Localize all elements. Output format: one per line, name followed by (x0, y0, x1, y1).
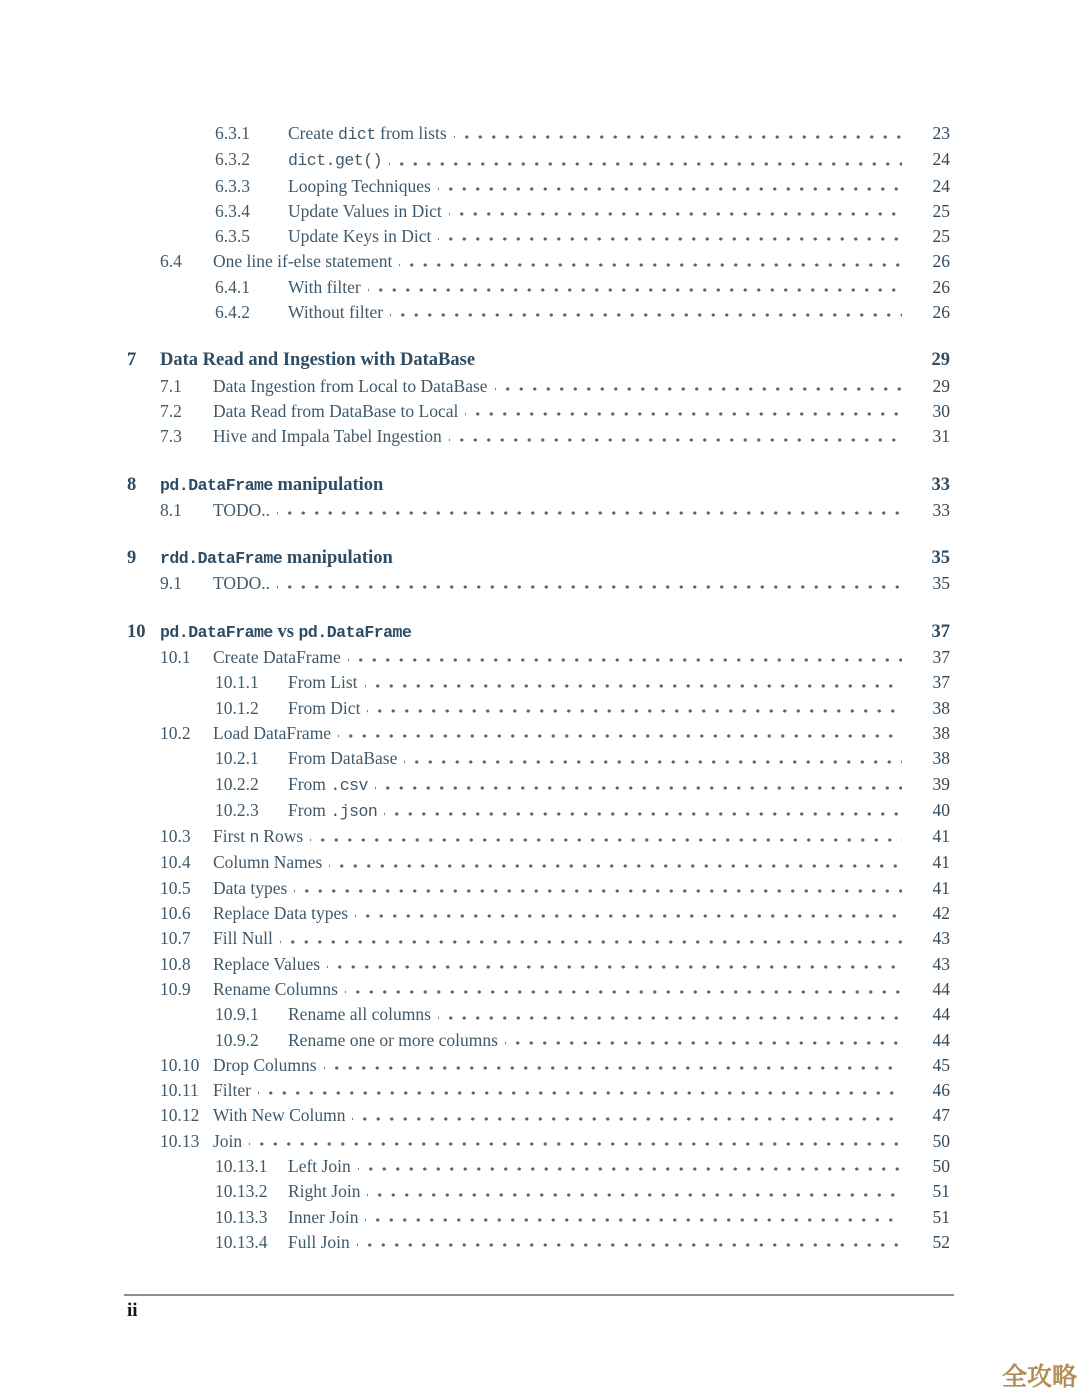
footer-divider (124, 1294, 954, 1296)
inline-code: rdd.DataFrame (160, 549, 283, 569)
inline-code: .json (330, 801, 378, 821)
toc-entry-title: Data Read and Ingestion with DataBase (160, 350, 476, 371)
toc-entry[interactable] (127, 399, 950, 424)
toc-entry-title: With New Column (213, 1105, 346, 1126)
toc-entry[interactable] (127, 798, 950, 824)
toc-entry-title: Without filter (288, 302, 384, 323)
toc-entry[interactable] (127, 424, 950, 449)
toc-entry[interactable] (127, 746, 950, 771)
toc-entry-title (288, 147, 382, 173)
toc-entry-page: 30 (932, 400, 950, 421)
toc-entry-title: Create DataFrame (213, 647, 341, 668)
dot-leader (277, 571, 902, 596)
toc-entry-page: 29 (932, 375, 950, 396)
toc-entry-title: Full Join (288, 1231, 350, 1252)
toc-entry-page: 46 (932, 1080, 950, 1101)
toc-entry-number: 10.2 (160, 722, 191, 743)
dot-leader (249, 1129, 902, 1154)
dot-leader (348, 645, 902, 670)
toc-entry-page: 44 (932, 1004, 950, 1025)
toc-entry-title: Create dict from lists (288, 123, 447, 144)
toc-entry-number: 7.1 (160, 375, 182, 396)
toc-entry[interactable] (127, 1002, 950, 1027)
toc-entry-page: 29 (931, 350, 950, 371)
dot-leader (389, 147, 902, 173)
dot-leader (482, 348, 902, 373)
toc-entry-title: Load DataFrame (213, 722, 332, 743)
toc-entry-title: TODO.. (213, 573, 271, 594)
toc-entry[interactable] (127, 348, 950, 373)
inline-code: pd.DataFrame (298, 622, 412, 642)
toc-entry-title: Hive and Impala Tabel Ingestion (213, 426, 442, 447)
toc-entry-page: 41 (932, 826, 950, 847)
toc-entry-number: 10.12 (160, 1105, 200, 1126)
toc-entry[interactable] (127, 850, 950, 875)
toc-entry[interactable] (127, 249, 950, 274)
dot-leader (258, 1078, 902, 1103)
toc-entry-title: Join (213, 1130, 243, 1151)
toc-entry-page: 26 (932, 276, 950, 297)
toc-entry-page: 39 (932, 773, 950, 794)
toc-entry[interactable] (127, 721, 950, 746)
toc-entry[interactable] (127, 546, 950, 571)
toc-entry[interactable] (127, 174, 950, 199)
toc-entry-page: 42 (932, 903, 950, 924)
toc-entry-title: Replace Data types (213, 903, 349, 924)
toc-entry-page: 25 (932, 200, 950, 221)
toc-entry-number: 10.9.2 (215, 1029, 259, 1050)
toc-entry-number: 8 (127, 474, 137, 495)
toc-entry-title: Right Join (288, 1181, 361, 1202)
dot-leader (357, 1230, 902, 1255)
toc-entry-page: 50 (932, 1130, 950, 1151)
toc-entry[interactable] (127, 620, 950, 645)
toc-entry-page: 35 (932, 573, 950, 594)
toc-entry[interactable] (127, 300, 950, 325)
toc-entry-number: 8.1 (160, 499, 182, 520)
inline-code: dict.get() (288, 151, 383, 171)
toc-entry-number: 6.3.3 (215, 175, 250, 196)
dot-leader (368, 275, 902, 300)
toc-entry-title: From .csv (288, 773, 368, 795)
dot-leader (418, 620, 902, 645)
footer-page-number: ii (127, 1300, 138, 1321)
toc-entry[interactable] (127, 498, 950, 523)
dot-leader (438, 174, 902, 199)
dot-leader (465, 399, 902, 424)
toc-entry[interactable] (127, 696, 950, 721)
toc-entry[interactable] (127, 1179, 950, 1204)
toc-entry-number: 10.1.1 (215, 672, 259, 693)
toc-entry[interactable] (127, 374, 950, 399)
toc-entry-number: 6.4.1 (215, 276, 250, 297)
toc-entry-number: 7.3 (160, 426, 182, 447)
toc-entry-number: 10.9.1 (215, 1004, 259, 1025)
toc-entry-page: 50 (932, 1155, 950, 1176)
dot-leader (310, 824, 902, 850)
toc-entry-page: 43 (932, 928, 950, 949)
toc-entry-title: Data Ingestion from Local to DataBase (213, 375, 488, 396)
toc-entry[interactable] (127, 772, 950, 798)
toc-entry-page: 33 (932, 499, 950, 520)
toc-entry[interactable] (127, 1028, 950, 1053)
toc-entry-number: 10.1.2 (215, 697, 259, 718)
toc-entry-number: 10.5 (160, 877, 191, 898)
toc-entry-number: 6.4.2 (215, 302, 250, 323)
toc-entry-title: From DataBase (288, 748, 398, 769)
dot-leader (338, 721, 902, 746)
toc-entry-title: pd.DataFrame vs pd.DataFrame (160, 621, 412, 642)
toc-entry-number: 6.3.4 (215, 200, 250, 221)
toc-entry[interactable] (127, 1205, 950, 1230)
toc-entry-number: 10.3 (160, 826, 191, 847)
inline-code: pd.DataFrame (160, 475, 273, 495)
toc-entry-title: TODO.. (213, 499, 271, 520)
toc-entry-number: 10.11 (160, 1080, 199, 1101)
toc-list (127, 121, 950, 1255)
toc-entry-page: 26 (932, 302, 950, 323)
toc-entry-number: 10.13.1 (215, 1155, 268, 1176)
toc-entry-title: Drop Columns (213, 1054, 317, 1075)
toc-entry-title: Rename Columns (213, 978, 338, 999)
toc-entry-title: Rename all columns (288, 1004, 431, 1025)
toc-entry-page: 24 (932, 175, 950, 196)
toc-entry[interactable] (127, 571, 950, 596)
inline-code: .csv (330, 775, 368, 795)
toc-entry-number: 10.13 (160, 1130, 200, 1151)
toc-entry-number: 10.13.2 (215, 1181, 268, 1202)
dot-leader (449, 199, 902, 224)
dot-leader (449, 424, 902, 449)
toc-entry-title: Inner Join (288, 1206, 359, 1227)
toc-entry[interactable] (127, 1103, 950, 1128)
toc-entry-page: 33 (931, 474, 950, 495)
toc-entry-number: 6.3.1 (215, 123, 250, 143)
toc-entry-title: Data Read from DataBase to Local (213, 400, 459, 421)
dot-leader (390, 473, 902, 498)
toc-entry-number: 10.9 (160, 978, 191, 999)
toc-entry-page: 23 (932, 123, 950, 143)
toc-entry-page: 40 (932, 799, 950, 820)
toc-entry[interactable] (127, 147, 950, 173)
watermark-text: 全攻略 (1002, 1362, 1078, 1391)
toc-entry-title: rdd.DataFrame manipulation (160, 548, 393, 569)
toc-entry-number: 10 (127, 621, 146, 642)
toc-entry[interactable] (127, 977, 950, 1002)
dot-leader (375, 772, 902, 798)
dot-leader (399, 249, 902, 274)
toc-entry[interactable] (127, 1154, 950, 1179)
toc-entry-title: Data types (213, 877, 288, 898)
toc-entry-page: 45 (932, 1054, 950, 1075)
toc-entry-page: 35 (931, 548, 950, 569)
toc-entry[interactable] (127, 1078, 950, 1103)
dot-leader (400, 546, 902, 571)
toc-entry[interactable] (127, 1129, 950, 1154)
toc-entry-title: Fill Null (213, 928, 273, 949)
toc-entry[interactable] (127, 199, 950, 224)
dot-leader (367, 1179, 902, 1204)
toc-entry-number: 10.13.3 (215, 1206, 268, 1227)
toc-entry-number: 6.3.2 (215, 149, 250, 170)
toc-entry-title: Looping Techniques (288, 175, 431, 196)
toc-entry-title: Update Keys in Dict (288, 226, 432, 247)
dot-leader (352, 1103, 902, 1128)
toc-entry-page: 44 (932, 1029, 950, 1050)
toc-entry-page: 47 (932, 1105, 950, 1126)
dot-leader (384, 798, 902, 824)
toc-entry-title: Column Names (213, 852, 323, 873)
toc-entry-title: From Dict (288, 697, 361, 718)
toc-entry-page: 38 (932, 697, 950, 718)
dot-leader (358, 1154, 902, 1179)
toc-entry-page: 51 (932, 1181, 950, 1202)
toc-entry-page: 37 (932, 647, 950, 668)
dot-leader (277, 498, 902, 523)
toc-entry[interactable] (127, 952, 950, 977)
dot-leader (365, 1205, 902, 1230)
dot-leader (404, 746, 902, 771)
toc-entry-page: 52 (932, 1231, 950, 1252)
toc-entry[interactable] (127, 901, 950, 926)
toc-entry-number: 10.10 (160, 1054, 200, 1075)
toc-entry-page: 37 (931, 621, 950, 642)
toc-entry-title: From List (288, 672, 358, 693)
dot-leader (454, 121, 902, 147)
toc-entry-page: 24 (932, 149, 950, 170)
dot-leader (280, 926, 902, 951)
toc-entry-number: 10.1 (160, 647, 191, 668)
toc-entry-title: Update Values in Dict (288, 200, 442, 221)
toc-entry-title: Left Join (288, 1155, 351, 1176)
inline-code: pd.DataFrame (160, 622, 273, 642)
dot-leader (324, 1053, 902, 1078)
dot-leader (438, 1002, 902, 1027)
toc-entry-page: 37 (932, 672, 950, 693)
toc-entry-page: 43 (932, 953, 950, 974)
toc-entry-page: 38 (932, 748, 950, 769)
toc-entry-number: 10.8 (160, 953, 191, 974)
dot-leader (327, 952, 902, 977)
toc-entry-page: 51 (932, 1206, 950, 1227)
toc-entry-page: 26 (932, 251, 950, 272)
toc-entry[interactable] (127, 121, 950, 147)
toc-entry[interactable] (127, 824, 950, 850)
inline-code: n (249, 828, 259, 848)
toc-entry[interactable] (127, 876, 950, 901)
toc-entry[interactable] (127, 473, 950, 498)
toc-entry-page: 31 (932, 426, 950, 447)
toc-entry[interactable] (127, 645, 950, 670)
toc-entry-title: One line if-else statement (213, 251, 393, 272)
dot-leader (505, 1028, 902, 1053)
toc-entry-number: 7.2 (160, 400, 182, 421)
dot-leader (367, 696, 902, 721)
toc-entry-page: 41 (932, 852, 950, 873)
toc-entry-title: pd.DataFrame manipulation (160, 474, 384, 495)
toc-entry-page: 25 (932, 226, 950, 247)
toc-entry-title: Replace Values (213, 953, 321, 974)
dot-leader (438, 224, 902, 249)
toc-entry[interactable] (127, 670, 950, 695)
toc-entry-number: 7 (127, 350, 137, 371)
toc-entry-page: 44 (932, 978, 950, 999)
dot-leader (355, 901, 902, 926)
toc-entry-number: 10.7 (160, 928, 191, 949)
toc-entry-number: 6.4 (160, 251, 182, 272)
toc-entry-title: Rename one or more columns (288, 1029, 498, 1050)
toc-entry-number: 9 (127, 548, 137, 569)
toc-entry-page: 41 (932, 877, 950, 898)
dot-leader (365, 670, 902, 695)
toc-entry-number: 10.2.2 (215, 773, 259, 794)
toc-entry-number: 10.13.4 (215, 1231, 268, 1252)
toc-entry[interactable] (127, 1053, 950, 1078)
dot-leader (390, 300, 902, 325)
toc-entry-number: 9.1 (160, 573, 182, 594)
toc-entry-title: From .json (288, 799, 378, 821)
toc-entry[interactable] (127, 275, 950, 300)
inline-code: dict (338, 125, 376, 144)
dot-leader (495, 374, 902, 399)
toc-entry[interactable] (127, 224, 950, 249)
dot-leader (329, 850, 902, 875)
toc-entry-number: 10.2.3 (215, 799, 259, 820)
toc-entry[interactable] (127, 926, 950, 951)
toc-entry-page: 38 (932, 722, 950, 743)
toc-entry-title: Filter (213, 1080, 251, 1101)
dot-leader (345, 977, 902, 1002)
dot-leader (294, 876, 902, 901)
toc-entry-title: First n Rows (213, 826, 304, 848)
toc-entry-number: 10.4 (160, 852, 191, 873)
toc-entry-number: 6.3.5 (215, 226, 250, 247)
toc-entry-number: 10.2.1 (215, 748, 259, 769)
toc-entry-number: 10.6 (160, 903, 191, 924)
toc-entry[interactable] (127, 1230, 950, 1255)
toc-entry-title: With filter (288, 276, 361, 297)
